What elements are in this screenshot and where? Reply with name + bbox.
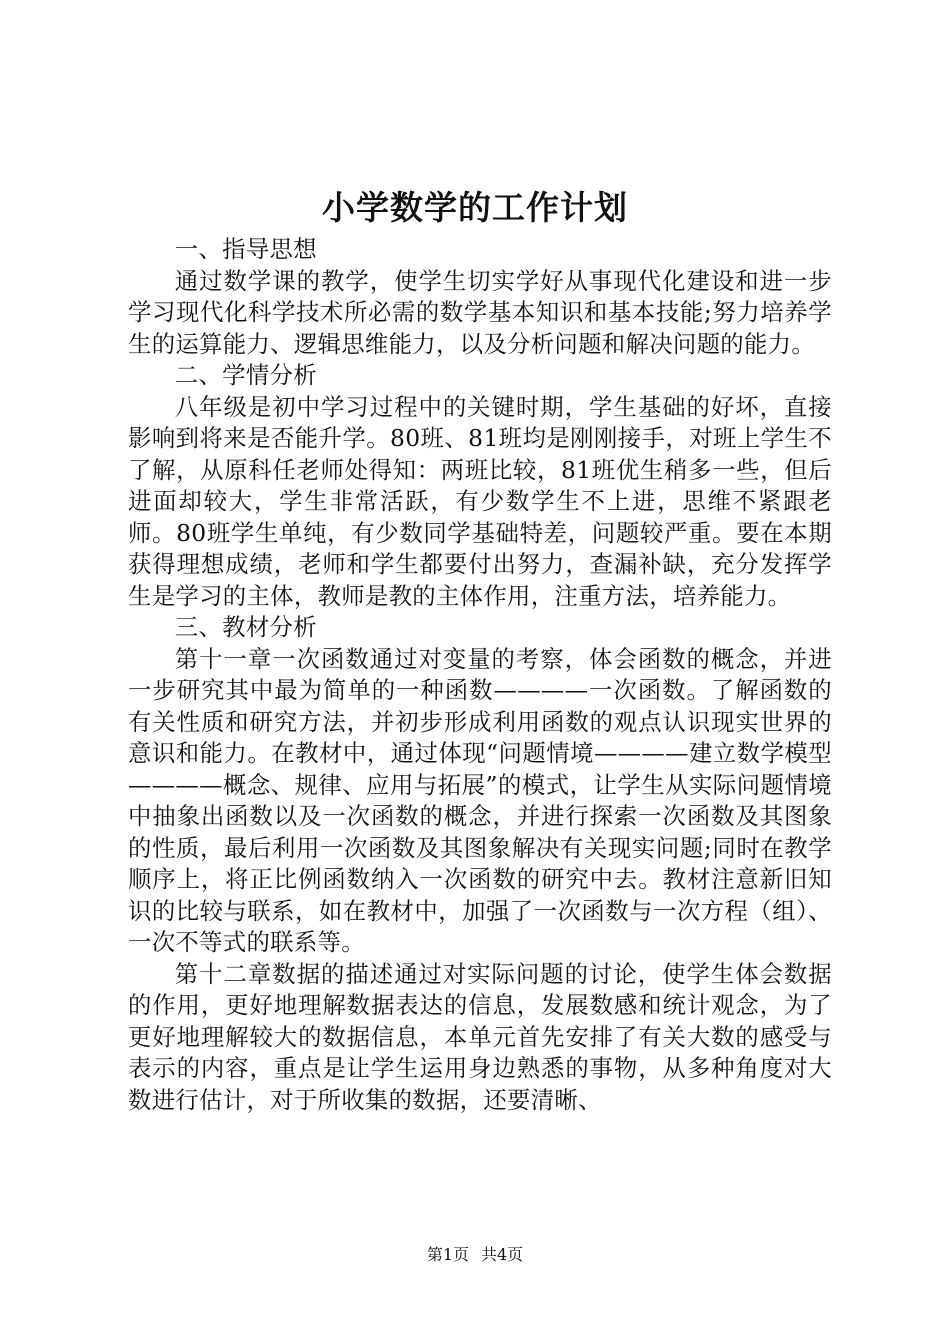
section-heading-textbook-analysis: 三、教材分析	[174, 613, 317, 641]
page-footer	[0, 1244, 950, 1266]
page-number: 第1页	[426, 1245, 469, 1264]
paragraph-guiding-ideology: 通过数学课的教学，使学生切实学好从事现代化建设和进一步学习现代化科学技术所必需的数学基本知识和基本技能;努力培养学生的运算能力、逻辑思维能力，以及分析问题和解决问题的能力。	[128, 266, 832, 358]
document-body	[128, 234, 832, 1116]
section-heading-guiding-ideology: 一、指导思想	[174, 235, 317, 263]
document-title: 小学数学的工作计划	[322, 188, 628, 227]
page-total: 共4页	[481, 1245, 524, 1264]
paragraph-student-analysis: 八年级是初中学习过程中的关键时期，学生基础的好坏，直接影响到将来是否能升学。80班、81班均是刚刚接手，对班上学生不了解，从原科任老师处得知：两班比较，81班优生稍多一些，但后进面却较大，学生非常活跃，有少数学生不上进，思维不紧跟老师。80班学生单纯，有少数同学基础特差，问题较严重。要在本期获得理想成绩，老师和学生都要付出努力，查漏补缺，充分发挥学生是学习的主体，教师是教的主体作用，注重方法，培养能力。	[128, 392, 832, 610]
section-heading-student-analysis: 二、学情分析	[174, 361, 317, 389]
paragraph-chapter-11: 第十一章一次函数通过对变量的考察，体会函数的概念，并进一步研究其中最为简单的一种函数————一次函数。了解函数的有关性质和研究方法，并初步形成利用函数的观点认识现实世界的意识和能力。在教材中，通过体现“问题情境————建立数学模型————概念、规律、应用与拓展”的模式，让学生从实际问题情境中抽象出函数以及一次函数的概念，并进行探索一次函数及其图象的性质，最后利用一次函数及其图象解决有关现实问题;同时在教学顺序上，将正比例函数纳入一次函数的研究中去。教材注意新旧知识的比较与联系，如在教材中，加强了一次函数与一次方程（组）、一次不等式的联系等。	[128, 644, 832, 956]
paragraph-chapter-12: 第十二章数据的描述通过对实际问题的讨论，使学生体会数据的作用，更好地理解数据表达的信息，发展数感和统计观念，为了更好地理解较大的数据信息，本单元首先安排了有关大数的感受与表示的内容，重点是让学生运用身边熟悉的事物，从多种角度对大数进行估计，对于所收集的数据，还要清晰、	[128, 959, 832, 1114]
